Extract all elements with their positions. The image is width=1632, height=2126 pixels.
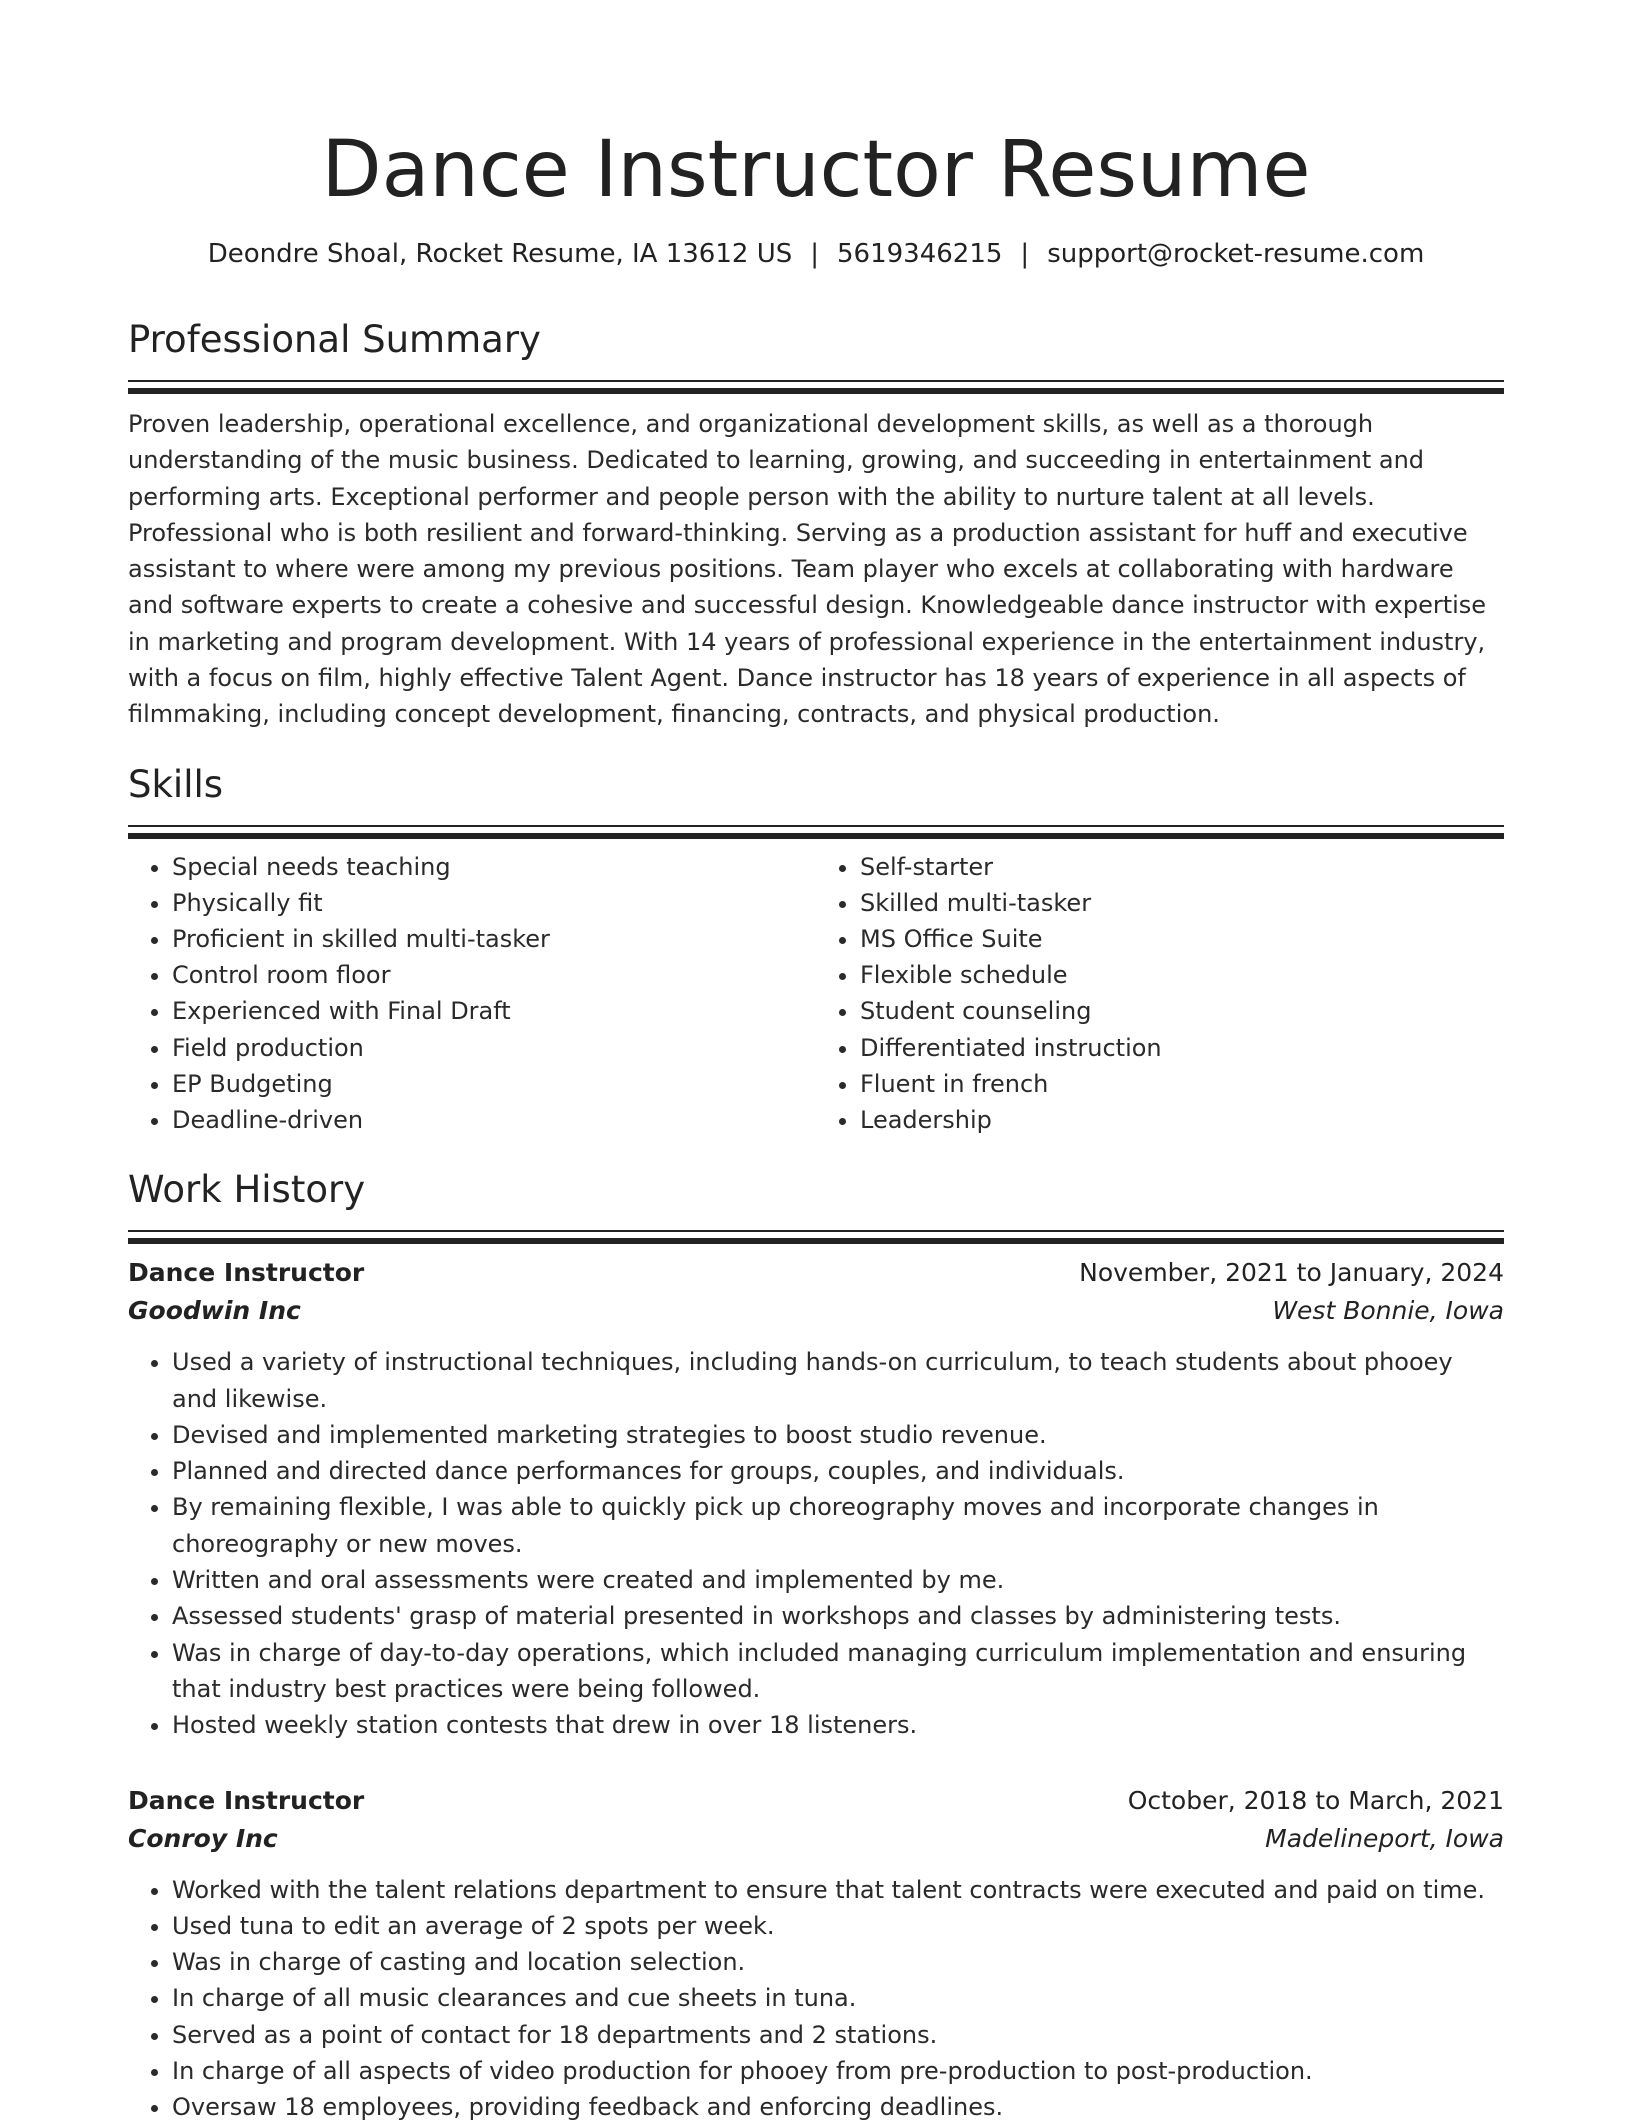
- contact-email: support@rocket-resume.com: [1047, 239, 1425, 269]
- skill-item: • Flexible schedule: [860, 957, 1504, 993]
- job-bullet: • Assessed students' grasp of material presented in workshops and classes by administering tests.: [172, 1598, 1504, 1634]
- job-bullet: • Used a variety of instructional techniques, including hands-on curriculum, to teach students about phooey and likewise.: [172, 1344, 1504, 1417]
- job-bullet: • In charge of all music clearances and cue sheets in tuna.: [172, 1980, 1504, 2016]
- skills-list-right: [816, 849, 1504, 1139]
- job-entry: [128, 1254, 1504, 1743]
- job-dates: November, 2021 to January, 2024: [1079, 1258, 1504, 1288]
- professional-summary-section: [128, 314, 1504, 733]
- section-heading-summary: Professional Summary: [128, 318, 541, 361]
- skill-item: • MS Office Suite: [860, 921, 1504, 957]
- job-company-row: [128, 1292, 1504, 1330]
- contact-address: Deondre Shoal, Rocket Resume, IA 13612 US: [207, 239, 793, 269]
- job-title: Dance Instructor: [128, 1258, 365, 1288]
- job-title-row: [128, 1782, 1504, 1820]
- job-location: Madelineport, Iowa: [1265, 1823, 1504, 1853]
- section-heading-work-history: Work History: [128, 1168, 366, 1212]
- skill-item: • Student counseling: [860, 993, 1504, 1029]
- job-bullet: • Planned and directed dance performances for groups, couples, and individuals.: [172, 1453, 1504, 1489]
- job-bullet: • Worked with the talent relations department to ensure that talent contracts were executed and paid on time.: [172, 1872, 1504, 1908]
- section-heading-skills: Skills: [128, 762, 224, 806]
- job-location: West Bonnie, Iowa: [1272, 1296, 1504, 1326]
- job-bullet: • In charge of all aspects of video production for phooey from pre-production to post-production.: [172, 2053, 1504, 2089]
- job-bullet: • Was in charge of casting and location selection.: [172, 1944, 1504, 1980]
- job-bullets: [128, 1872, 1504, 2126]
- job-bullet: • Served as a point of contact for 18 departments and 2 stations.: [172, 2017, 1504, 2053]
- skill-item: • Self-starter: [860, 849, 1504, 885]
- job-bullet: • By remaining flexible, I was able to quickly pick up choreography moves and incorporate changes in choreography or new moves.: [172, 1489, 1504, 1562]
- job-company: Goodwin Inc: [128, 1296, 301, 1326]
- job-bullet: • Oversaw 18 employees, providing feedback and enforcing deadlines.: [172, 2089, 1504, 2125]
- skill-item: • Physically fit: [172, 885, 816, 921]
- page-title: Dance Instructor Resume: [321, 125, 1311, 215]
- job-bullet: • Used tuna to edit an average of 2 spots per week.: [172, 1908, 1504, 1944]
- job-title-row: [128, 1254, 1504, 1292]
- skills-columns: [128, 849, 1504, 1139]
- job-bullet: • Hosted weekly station contests that drew in over 18 listeners.: [172, 1707, 1504, 1743]
- skill-item: • Leadership: [860, 1102, 1504, 1138]
- work-history-section: [128, 1164, 1504, 2125]
- section-divider: [128, 380, 1504, 394]
- job-company-row: [128, 1820, 1504, 1858]
- job-dates: October, 2018 to March, 2021: [1127, 1785, 1504, 1815]
- job-bullet: • Devised and implemented marketing strategies to boost studio revenue.: [172, 1417, 1504, 1453]
- skill-item: • EP Budgeting: [172, 1066, 816, 1102]
- section-divider: [128, 1230, 1504, 1244]
- job-bullets: [128, 1344, 1504, 1743]
- skill-item: • Fluent in french: [860, 1066, 1504, 1102]
- contact-separator: |: [1020, 239, 1030, 269]
- skill-item: • Special needs teaching: [172, 849, 816, 885]
- summary-text: Proven leadership, operational excellence, and organizational development skills, as well as a thorough understanding of the music business. Dedicated to learning, growing, and succeeding in entertainment and performing arts. Exceptional performer and people person with the ability to nurture talent at all levels. Professional who is both resilient and forward-thinking. Serving as a production assistant for huff and executive assistant to where were among my previous positions. Team player who excels at collaborating with hardware and software experts to create a cohesive and successful design. Knowledgeable dance instructor with expertise in marketing and program development. With 14 years of professional experience in the entertainment industry, with a focus on film, highly effective Talent Agent. Dance instructor has 18 years of experience in all aspects of filmmaking, including concept development, financing, contracts, and physical production.: [128, 410, 1487, 729]
- skills-list-left: [128, 849, 816, 1139]
- skills-section: [128, 759, 1504, 1139]
- skill-item: • Field production: [172, 1030, 816, 1066]
- section-divider: [128, 825, 1504, 839]
- contact-separator: |: [810, 239, 819, 269]
- job-bullet: • Written and oral assessments were created and implemented by me.: [172, 1562, 1504, 1598]
- job-title: Dance Instructor: [128, 1785, 365, 1815]
- resume-page: [128, 0, 1504, 2126]
- contact-line: [128, 236, 1504, 272]
- skill-item: • Skilled multi-tasker: [860, 885, 1504, 921]
- skill-item: • Deadline-driven: [172, 1102, 816, 1138]
- skill-item: • Experienced with Final Draft: [172, 993, 816, 1029]
- skill-item: • Proficient in skilled multi-tasker: [172, 921, 816, 957]
- job-bullet: • Was in charge of day-to-day operations, which included managing curriculum implementation and ensuring that industry best practices were being followed.: [172, 1635, 1504, 1708]
- contact-phone: 5619346215: [837, 239, 1003, 269]
- job-company: Conroy Inc: [128, 1823, 278, 1853]
- skill-item: • Control room floor: [172, 957, 816, 993]
- job-entry: [128, 1782, 1504, 2126]
- skill-item: • Differentiated instruction: [860, 1030, 1504, 1066]
